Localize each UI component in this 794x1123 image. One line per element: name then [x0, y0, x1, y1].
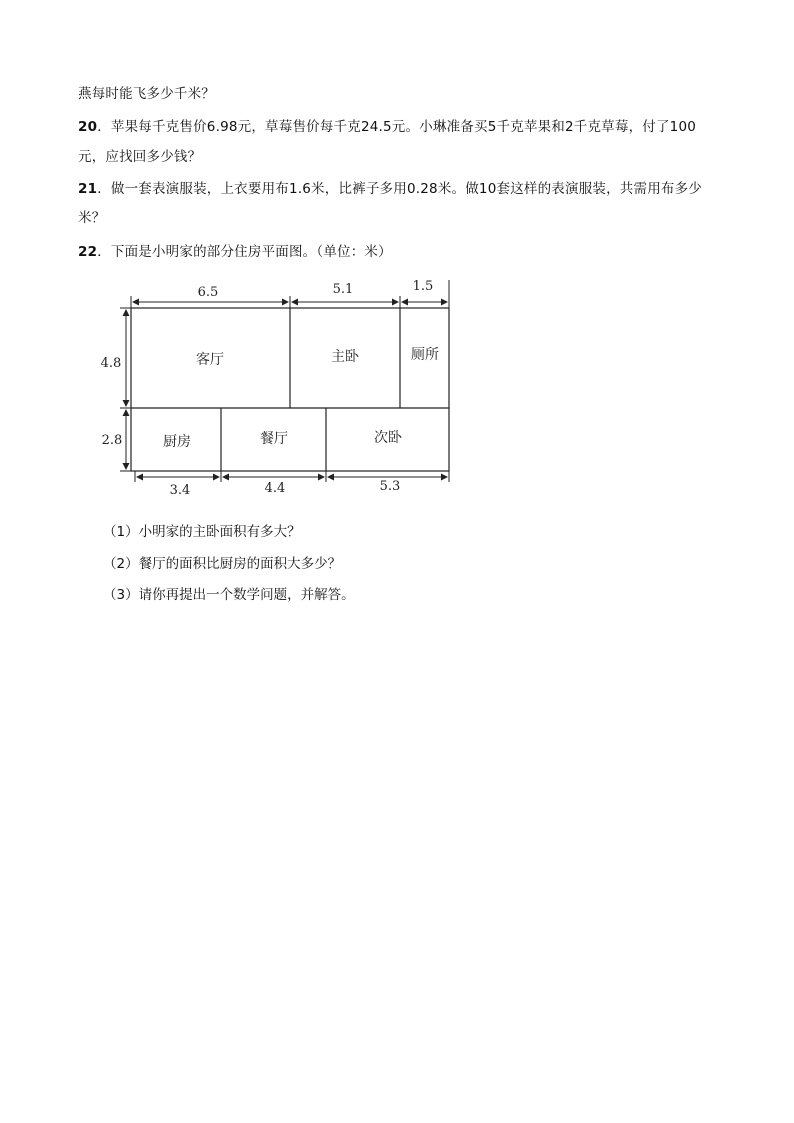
question-text: ．做一套表演服装，上衣要用布1.6米，比裤子多用0.28米。做10套这样的表演服装，共需用布多少: [97, 181, 702, 197]
question-text: ．下面是小明家的部分住房平面图。（单位：米）: [97, 244, 392, 260]
question-21-line-2: 米？: [78, 210, 106, 226]
room-second-bedroom: 次卧: [374, 430, 402, 446]
dim-top-2: 5.1: [332, 282, 354, 297]
subquestion-3: （3）请你再提出一个数学问题，并解答。: [103, 587, 355, 603]
dim-left-1: 4.8: [100, 356, 122, 371]
room-master-bedroom: 主卧: [331, 349, 359, 365]
dim-top-1: 6.5: [197, 285, 219, 300]
question-20-line-1: [78, 115, 696, 135]
dim-top-3: 1.5: [412, 279, 434, 294]
room-dining: 餐厅: [260, 431, 288, 447]
bottom-dimension-lines: [135, 471, 449, 482]
text-line-q19-tail: 燕每时能飞多少千米？: [78, 86, 215, 102]
subquestion-1: （1）小明家的主卧面积有多大？: [103, 524, 301, 540]
question-number: 21: [78, 181, 98, 197]
room-living: 客厅: [196, 352, 224, 368]
dim-bottom-1: 3.4: [169, 483, 191, 498]
question-22-line-1: [78, 240, 392, 260]
question-number: 20: [78, 119, 98, 135]
subquestion-2: （2）餐厅的面积比厨房的面积大多少？: [103, 556, 342, 572]
question-number: 22: [78, 244, 98, 260]
dim-bottom-2: 4.4: [264, 481, 286, 496]
question-text: ．苹果每千克售价6.98元，草莓售价每千克24.5元。小琳准备买5千克苹果和2千克草莓，付了100: [97, 119, 697, 135]
question-20-line-2: 元，应找回多少钱？: [78, 149, 202, 165]
room-kitchen: 厨房: [163, 434, 191, 450]
top-dimension-lines: [131, 280, 449, 312]
room-toilet: 厕所: [411, 347, 439, 363]
dim-left-2: 2.8: [101, 433, 123, 448]
question-21-line-1: [78, 177, 702, 197]
dim-bottom-3: 5.3: [379, 479, 401, 494]
floor-plan-figure: [100, 272, 460, 502]
